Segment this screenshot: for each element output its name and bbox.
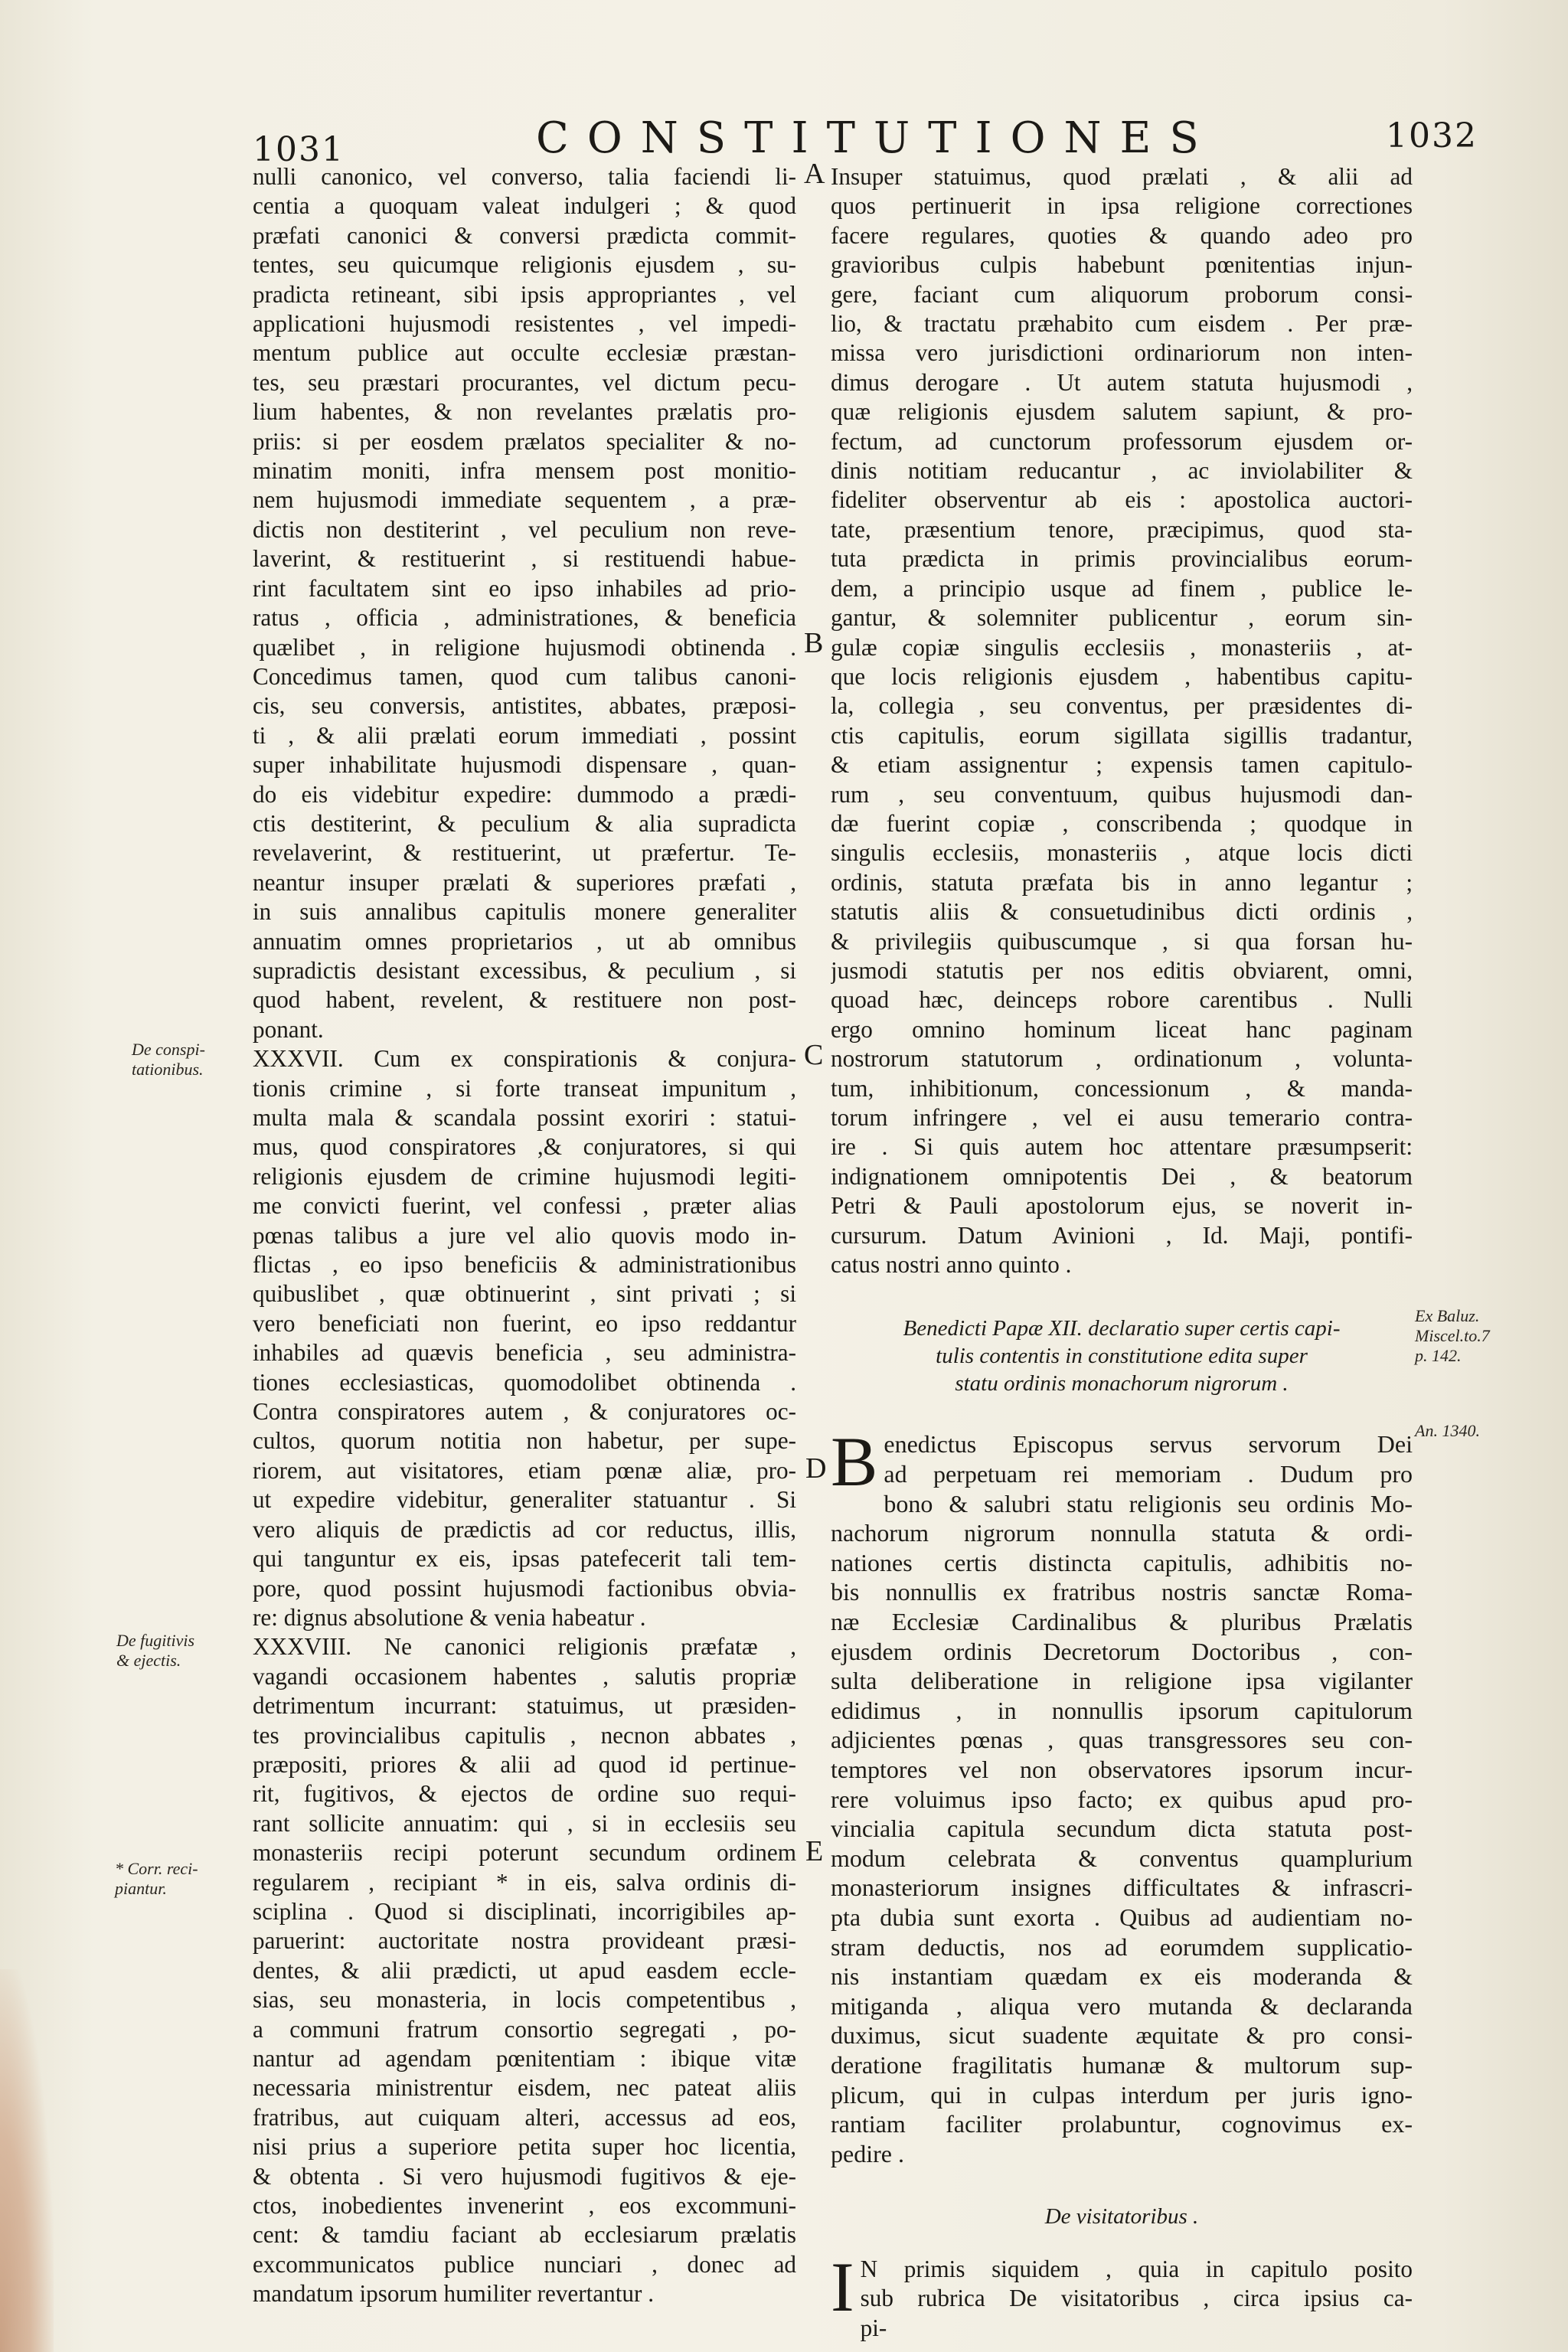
text-line: ad perpetuam rei memoriam . Dudum pro (884, 1460, 1413, 1488)
text-line: torum infringere , vel ei ausu temerario contra- (831, 1104, 1413, 1131)
margin-note-conspiratio: De conspi- tationibus. (132, 1040, 205, 1079)
text-line: ponant. (253, 1015, 324, 1043)
text-line: rit, fugitivos, & ejectos de ordine suo requi- (253, 1780, 796, 1808)
text-line: adjicientes pœnas , quas transgressores seu con- (831, 1726, 1413, 1754)
text-line: ire . Si quis autem hoc attentare præsumpserit: (831, 1133, 1413, 1161)
dropcap-i: I (831, 2247, 854, 2326)
text-line: tum, inhibitionum, concessionum , & manda- (831, 1074, 1413, 1102)
text-line: jusmodi statutis per nos editis obviarent, omni, (831, 956, 1413, 984)
text-line: præpositi, priores & alii ad quod id pertinue- (253, 1750, 796, 1778)
text-line: catus nostri anno quinto . (831, 1251, 1072, 1279)
text-line: XXXVIII. Ne canonici religionis præfatæ , (253, 1633, 796, 1661)
text-line: in suis annalibus capitulis monere generaliter (253, 898, 796, 926)
text-line: dimus derogare . Ut autem statuta hujusmodi , (831, 368, 1413, 396)
text-line: supradictis desistant excessibus, & peculium , si (253, 956, 796, 984)
heading-line: statu ordinis monachorum nigrorum . (955, 1371, 1289, 1396)
text-line: revelaverint, & restituerint, ut præfertur. Te- (253, 839, 796, 867)
visitatoribus-heading: De visitatoribus . (1044, 2204, 1199, 2230)
right-page-number: 1032 (1386, 116, 1478, 155)
text-line: laverint, & restituerint , si restituendi habue- (253, 545, 796, 573)
text-line: nem hujusmodi immediate sequentem , a præ- (253, 486, 796, 514)
text-line: lium habentes, & non revelantes prælatis pro- (253, 398, 796, 426)
text-line: quoad hæc, deinceps robore carentibus . Nulli (831, 986, 1413, 1014)
text-line: excommunicatos publice nunciari , donec ad (253, 2250, 796, 2278)
text-line: nationes certis distincta capitulis, adhibitis no- (831, 1548, 1413, 1576)
text-line: ordinis, statuta præfata bis in anno legantur ; (831, 868, 1413, 896)
text-line: dentes, & alii prædicti, ut apud easdem eccle- (253, 1956, 796, 1984)
margin-note-corr: * Corr. reci- piantur. (115, 1859, 198, 1898)
text-line: gulæ copiæ singulis ecclesiis , monasteriis , at- (831, 633, 1413, 661)
text-line: bis nonnullis ex fratribus nostris sanctæ Roma- (831, 1578, 1413, 1606)
text-line: mitiganda , aliqua vero mutanda & declaranda (831, 1991, 1413, 2020)
text-line: duximus, sicut suadente æquitate & pro consi- (831, 2021, 1413, 2050)
heading-line: tulis contentis in constitutione edita super (936, 1344, 1308, 1369)
text-line: inhabiles ad quævis beneficia , seu administra- (253, 1339, 796, 1367)
text-line: multa mala & scandala possint exoriri : statui- (253, 1104, 796, 1131)
text-line: Petri & Pauli apostolorum ejus, se noverit in- (831, 1192, 1413, 1220)
text-line: mandatum ipsorum humiliter revertantur . (253, 2280, 654, 2308)
text-line: a communi fratrum consortio segregati , po- (253, 2015, 796, 2043)
text-line: religionis ejusdem de crimine hujusmodi legiti- (253, 1162, 796, 1190)
text-line: tes, seu præstari procurantes, vel dictum pecu- (253, 368, 796, 396)
text-line: paruerint: auctoritate nostra provideant præsi- (253, 1927, 796, 1955)
text-line: pta dubia sunt exorta . Quibus ad audientiam no- (831, 1903, 1413, 1931)
text-line: minatim moniti, infra mensem post monitio- (253, 457, 796, 485)
text-line: vincialia capitula secundum dicta statuta post- (831, 1815, 1413, 1843)
text-line: quos pertinuerit in ipsa religione correctiones (831, 192, 1413, 220)
text-line: dæ fuerint copiæ , conscribenda ; quodque in (831, 809, 1413, 837)
margin-note-source: Ex Baluz. Miscel.to.7 p. 142. (1415, 1306, 1490, 1365)
text-line: modum celebrata & conventus quamplurium (831, 1844, 1413, 1872)
text-line: fratribus, aut cuiquam alteri, accessus ad eos, (253, 2103, 796, 2131)
running-title: CONSTITUTIONES (536, 113, 1217, 163)
text-line: annuatim omnes proprietarios , ut ab omnibus (253, 927, 796, 955)
text-line: statutis aliis & consuetudinibus dicti ordinis , (831, 898, 1413, 926)
text-line: regularem , recipiant * in eis, salva ordinis di- (253, 1868, 796, 1896)
text-line: stram deductis, nos ad eorumdem supplicatio- (831, 1932, 1413, 1961)
text-line: sias, seu monasteria, in locis competentibus , (253, 1986, 796, 2014)
text-line: gravioribus culpis habebunt pœnitentias injun- (831, 251, 1413, 279)
text-line: priis: si per eosdem prælatos specialiter & no- (253, 427, 796, 455)
text-line: ctis capitulis, eorum sigillata sigillis tradantur, (831, 721, 1413, 749)
text-line: sciplina . Quod si disciplinati, incorrigibiles ap- (253, 1897, 796, 1925)
text-line: necessaria ministrentur eisdem, nec pateat aliis (253, 2074, 796, 2102)
text-line: mus, quod conspiratores ,& conjuratores, si qui (253, 1133, 796, 1161)
text-line: mentum publice aut occulte ecclesiæ præstan- (253, 339, 796, 367)
text-line: Insuper statuimus, quod prælati , & alii ad (831, 163, 1413, 190)
text-line: quælibet , in religione hujusmodi obtinenda . (253, 633, 796, 661)
text-line: quod habent, revelent, & restituere non post- (253, 986, 796, 1014)
text-line: neantur insuper prælati & superiores præfati , (253, 868, 796, 896)
text-line: ratus , officia , administrationes, & beneficia (253, 604, 796, 632)
text-line: næ Ecclesiæ Cardinalibus & pluribus Prælatis (831, 1608, 1413, 1635)
text-line: ejusdem ordinis Decretorum Doctoribus , con- (831, 1637, 1413, 1665)
text-line: rantiam faciliter prolabuntur, cognovimus ex- (831, 2110, 1413, 2138)
section-letter-e: E (805, 1835, 824, 1867)
text-line: tionis crimine , si forte transeat impunitum , (253, 1074, 796, 1102)
text-line: detrimentum incurrant: statuimus, ut præsiden- (253, 1692, 796, 1720)
text-line: singulis ecclesiis, monasteriis , atque locis dicti (831, 839, 1413, 867)
section-letter-d: D (805, 1452, 827, 1485)
text-line: quæ religionis ejusdem salutem sapiunt, & pro- (831, 398, 1413, 426)
left-text-column (253, 162, 796, 2309)
text-line: nachorum nigrorum nonnulla statuta & ordi- (831, 1519, 1413, 1547)
text-line: nulli canonico, vel converso, talia faciendi li- (253, 163, 796, 190)
text-line: fectum, ad cunctorum professorum ejusdem or- (831, 427, 1413, 455)
right-paragraph-constitution-end (831, 162, 1413, 1279)
margin-note-fugitivis: De fugitivis & ejectis. (116, 1631, 195, 1670)
text-line: ctos, inobedientes invenerint , eos excommuni- (253, 2192, 796, 2220)
text-line: tes provincialibus capitulis , necnon abbates , (253, 1721, 796, 1749)
section-letter-a: A (804, 158, 825, 190)
text-line: pore, quod possint hujusmodi factionibus obvia- (253, 1574, 796, 1602)
text-line: do eis videbitur expedire: dummodo a prædi- (253, 780, 796, 808)
text-line: vero beneficiati non fuerint, eo ipso reddantur (253, 1309, 796, 1337)
text-line: sulta deliberatione in religione ipsa vigilanter (831, 1667, 1413, 1695)
text-line: tuta prædicta in primis provincialibus eorum- (831, 545, 1413, 573)
text-line: rum , seu conventuum, quibus hujusmodi dan- (831, 780, 1413, 808)
text-line: nis instantiam quædam ex eis moderanda & (831, 1962, 1413, 1991)
text-line: fideliter observentur ab eis : apostolica auctori- (831, 486, 1413, 514)
visitatoribus-body (831, 2247, 1413, 2343)
dropcap-b: B (831, 1423, 878, 1501)
text-line: monasteriis recipi poterunt secundum ordinem (253, 1839, 796, 1867)
text-line: vagandi occasionem habentes , salutis propriæ (253, 1662, 796, 1690)
text-line: monasteriorum insignes difficultates & infrascri- (831, 1873, 1413, 1902)
text-line: rint facultatem sint eo ipso inhabiles ad prio- (253, 574, 796, 602)
text-line: nisi prius a superiore petita super hoc licentia, (253, 2133, 796, 2161)
heading-line: Benedicti Papæ XII. declaratio super certis capi- (903, 1316, 1341, 1341)
thumb-shadow (0, 1969, 54, 2352)
page-header (253, 107, 1478, 168)
text-line: pedire . (831, 2139, 904, 2167)
text-line: XXXVII. Cum ex conspirationis & conjura- (253, 1045, 796, 1073)
text-line: gere, faciant cum aliquorum proborum consi- (831, 280, 1413, 308)
text-line: Concedimus tamen, quod cum talibus canoni- (253, 662, 796, 690)
text-line: gantur, & solemniter publicentur , eorum sin- (831, 604, 1413, 632)
text-line: & etiam assignentur ; expensis tamen capitulo- (831, 751, 1413, 779)
text-line: re: dignus absolutione & venia habeatur . (253, 1603, 646, 1631)
text-line: edidimus , in nonnullis ipsorum capitulorum (831, 1696, 1413, 1724)
text-line: centia a quoquam valeat indulgeri ; & quod (253, 192, 796, 220)
text-line: lio, & tractatu præhabito cum eisdem . Per præ- (831, 310, 1413, 338)
text-line: cultos, quorum notitia non habetur, per supe- (253, 1427, 796, 1455)
text-line: pœnas talibus a jure vel alio quovis modo in- (253, 1221, 796, 1249)
text-line: tiones ecclesiasticas, quomodolibet obtinenda . (253, 1368, 796, 1396)
text-line: & privilegiis quibuscumque , si qua forsan hu- (831, 927, 1413, 955)
text-line: que locis religionis ejusdem , habentibus capitu- (831, 662, 1413, 690)
text-line: rant sollicite annuatim: qui , si in ecclesiis seu (253, 1809, 796, 1837)
text-line: missa vero jurisdictioni ordinariorum non inten- (831, 339, 1413, 367)
text-line: enedictus Episcopus servus servorum Dei (884, 1430, 1413, 1459)
text-line: dictis non destiterint , vel peculium non reve- (253, 515, 796, 543)
text-line: dinis notitiam reducantur , ac inviolabiliter & (831, 457, 1413, 485)
text-line: riorem, aut visitatores, etiam pœnæ aliæ, pro- (253, 1456, 796, 1484)
text-line: cis, seu conversis, antistites, abbates, præposi- (253, 692, 796, 720)
text-line: tate, præsentium tenore, præcipimus, quod sta- (831, 515, 1413, 543)
text-line: super inhabilitate hujusmodi dispensare , quan- (253, 751, 796, 779)
text-line: plicum, qui in culpas interdum per juris igno- (831, 2080, 1413, 2109)
text-line: pradicta retineant, sibi ipsis appropriantes , vel (253, 280, 796, 308)
text-line: N primis siquidem , quia in capitulo posito (860, 2255, 1413, 2282)
text-line: ergo omnino hominum liceat hanc paginam (831, 1015, 1413, 1043)
section-letter-c: C (804, 1039, 824, 1071)
text-line: tentes, seu quicumque religionis ejusdem , su- (253, 251, 796, 279)
text-line: rere voluimus ipso facto; ex quibus apud pro- (831, 1785, 1413, 1813)
text-line: me convicti fuerint, vel confessi , præter alias (253, 1192, 796, 1220)
text-line: præfati canonici & conversi prædicta commit- (253, 221, 796, 249)
text-line: Contra conspiratores autem , & conjuratores oc- (253, 1398, 796, 1426)
text-line: deratione fragilitatis humanæ & multorum sup- (831, 2050, 1413, 2079)
text-line: ti , & alii prælati eorum immediati , possint (253, 721, 796, 749)
text-line: indignationem omnipotentis Dei , & beatorum (831, 1162, 1413, 1190)
text-line: nostrorum statutorum , ordinationum , volunta- (831, 1045, 1413, 1073)
declaration-body (831, 1423, 1413, 2168)
text-line: facere regulares, quoties & quando adeo pro (831, 221, 1413, 249)
left-page-number: 1031 (253, 130, 345, 169)
text-line: la, collegia , seu conventus, per præsidentes di- (831, 692, 1413, 720)
text-line: dem, a principio usque ad finem , publice le- (831, 574, 1413, 602)
text-line: cursurum. Datum Avinioni , Id. Maji, pontifi- (831, 1221, 1413, 1249)
text-line: flictas , eo ipso beneficiis & administrationibus (253, 1251, 796, 1279)
text-line: qui tanguntur ex eis, ipsas patefecerit tali tem- (253, 1545, 796, 1573)
text-line: sub rubrica De visitatoribus , circa ipsius ca- (860, 2285, 1413, 2312)
text-line: pi- (860, 2314, 887, 2341)
text-line: bono & salubri statu religionis seu ordinis Mo- (884, 1489, 1413, 1517)
margin-note-year: An. 1340. (1415, 1421, 1480, 1440)
text-line: nantur ad agendam pœnitentiam : ibique vitæ (253, 2045, 796, 2072)
text-line: cent: & tamdiu faciant ab ecclesiarum prælatis (253, 2221, 796, 2249)
text-line: & obtenta . Si vero hujusmodi fugitivos & eje- (253, 2162, 796, 2190)
text-line: quibuslibet , quæ obtinuerint , sint privati ; si (253, 1280, 796, 1308)
text-line: ctis destiterint, & peculium & alia supradicta (253, 809, 796, 837)
section-letter-b: B (804, 627, 824, 659)
declaration-heading (831, 1315, 1413, 1397)
text-line: applicationi hujusmodi resistentes , vel impedi- (253, 310, 796, 338)
right-text-column (831, 162, 1413, 2343)
text-line: vero aliquis de prædictis ad cor reductus, illis, (253, 1515, 796, 1543)
text-line: ut expedire videbitur, generaliter statuantur . Si (253, 1486, 796, 1514)
text-line: temptores vel non observatores ipsorum incur- (831, 1755, 1413, 1783)
